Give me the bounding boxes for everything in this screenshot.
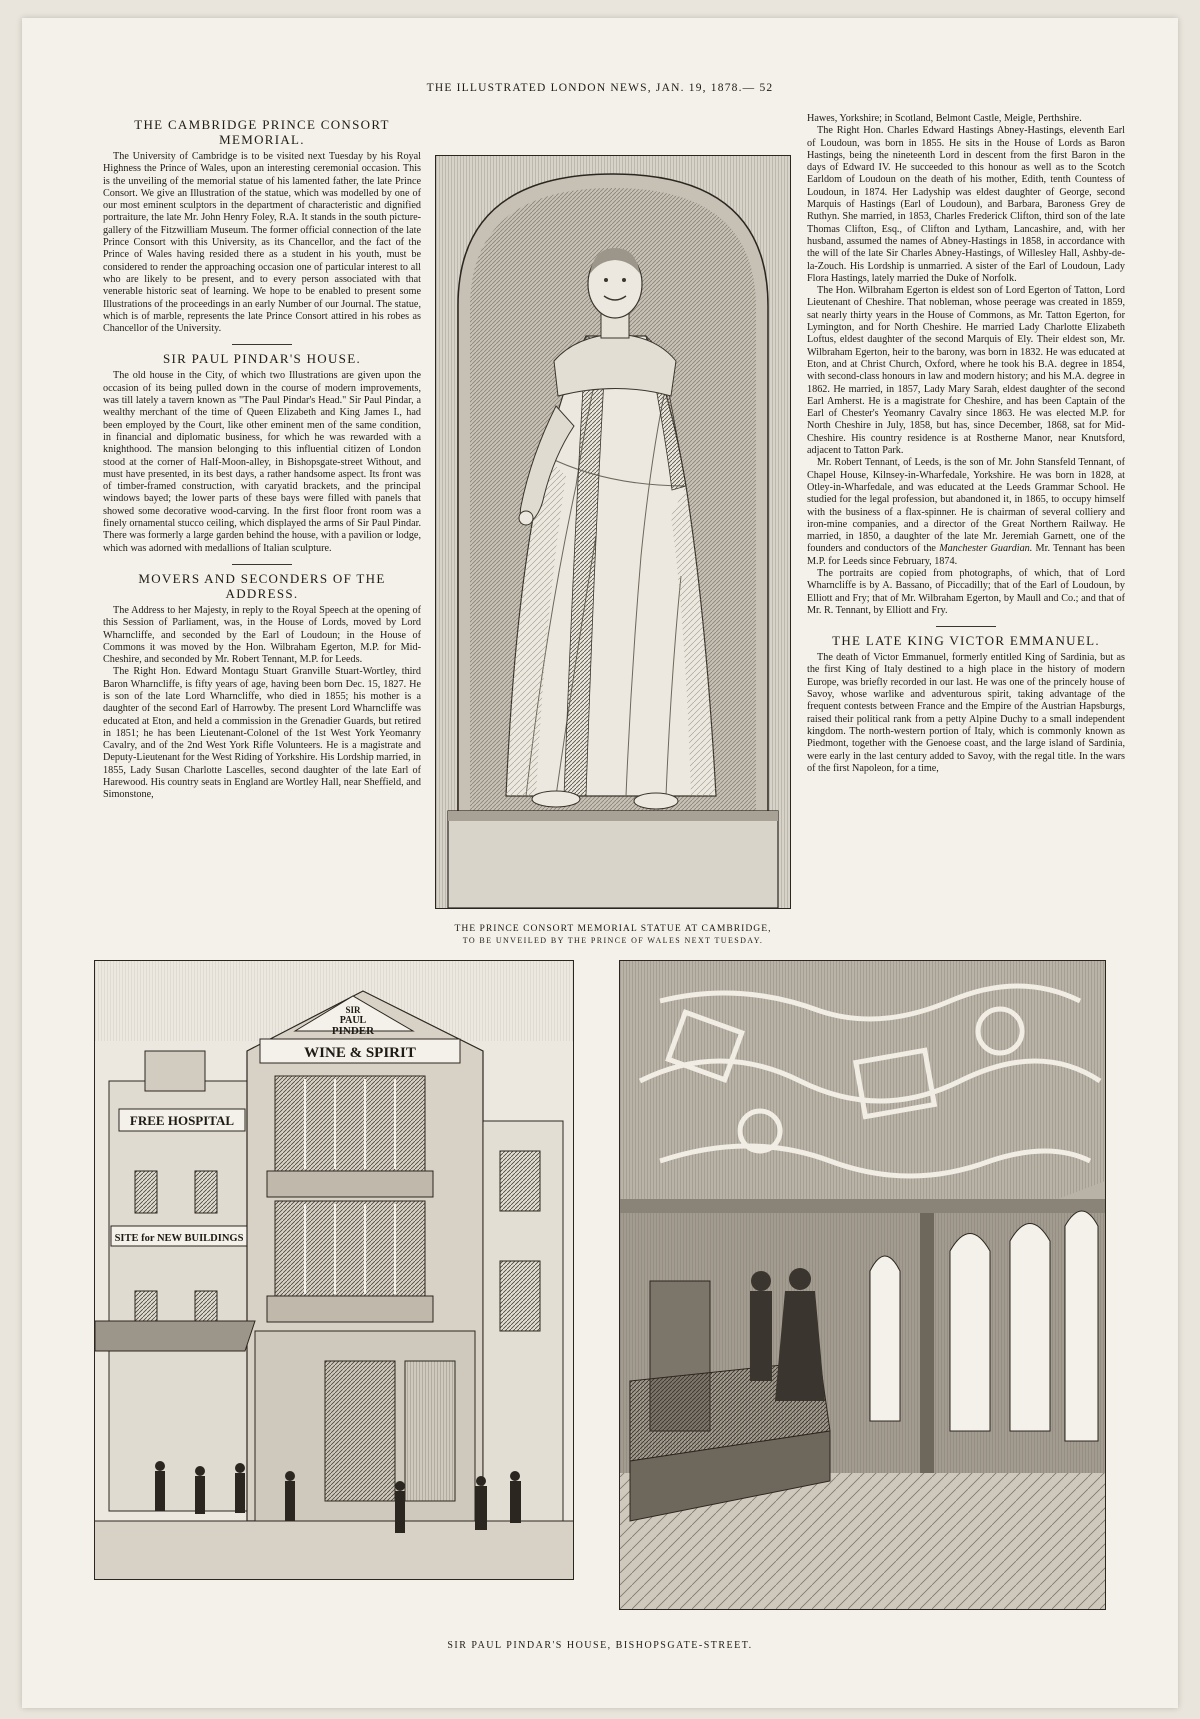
victor-emmanuel-heading: THE LATE KING VICTOR EMMANUEL.	[832, 633, 1100, 649]
tennant-body	[807, 457, 1125, 568]
wine-spirit-sign: WINE & SPIRIT	[304, 1045, 416, 1061]
manchester-guardian-title: Manchester Guardian.	[939, 543, 1033, 555]
continued-text: Hawes, Yorkshire; in Scotland, Belmont Castle, Meigle, Perthshire.	[807, 113, 1082, 124]
pinder-sign: PINDER	[331, 1025, 375, 1037]
egerton-body: The Hon. Wilbraham Egerton is eldest son of Lord Egerton of Tatton, Lord Lieutenant of Cheshire. That nobleman, whose peerage was created in 1859, sat nearly thirty years in the House of Commons, as Mr. Tatton Egerton, for Lymington, and for North Cheshire. He married Lady Charlotte Elizabeth Loftus, eldest daughter of the second Marquis of Ely. Their eldest son, Mr. Wilbraham Egerton, heir to the barony, was born in 1832. He was educated at Eton, and at Christ Church, Oxford, where he took his B.A. degree in 1854, with second-class honours in law and modern history; and his M.A. degree in 1862. He married, in 1857, Lady Mary Sarah, eldest daughter of the second Earl Amherst. He is a magistrate for Cheshire, and has been Captain of the Earl of Chester's Yeomanry Cavalry since 1863. He was elected M.P. for North Cheshire in July, 1858, but has, since December, 1868, sat for Mid-Cheshire. His country residence is at Rostherne Manor, near Knutsford, adjacent to Tatton Park.	[807, 285, 1125, 457]
movers-seconders-heading: MOVERS AND SECONDERS OF THE ADDRESS.	[138, 570, 386, 601]
pindar-house-exterior-engraving	[94, 960, 574, 1580]
left-column	[103, 113, 421, 802]
movers-seconders-body: The Address to her Majesty, in reply to the Royal Speech at the opening of this Session of Parliament, was, in the House of Lords, moved by Lord Wharncliffe, and seconded by the Earl of Loudoun; in the House of Commons it was moved by the Hon. Wilbraham Egerton, M.P. for Mid-Cheshire, and seconded by Mr. Robert Tennant, M.P. for Leeds.	[103, 604, 421, 666]
running-head: THE ILLUSTRATED LONDON NEWS, JAN. 19, 1878.— 52	[426, 82, 774, 94]
wharncliffe-body: The Right Hon. Edward Montagu Stuart Granville Stuart-Wortley, third Baron Wharncliffe, is fifty years of age, having been born Dec. 15, 1827. He is son of the late Lord Wharncliffe, who died in 1855; his mother is a daughter of the second Earl of Harrowby. The present Lord Wharncliffe was educated at Eton, and held a commission in the Grenadier Guards, but retired in 1851; he has been Lieutenant-Colonel of the 1st West York Yeomanry Cavalry, and of the 2nd West York Rifle Volunteers. He is a magistrate and Deputy-Lieutenant for the West Riding of Yorkshire. His Lordship married, in 1855, Lady Susan Charlotte Lascelles, second daughter of the late Earl of Harewood. His country seats in England are Wortley Hall, near Sheffield, and Simonstone,	[103, 666, 421, 801]
new-buildings-sign: SITE for NEW BUILDINGS	[114, 1233, 244, 1244]
paul-sign: PAUL	[339, 1015, 367, 1026]
statue-engraving	[435, 155, 791, 909]
section-rule	[936, 626, 996, 627]
bottom-caption: SIR PAUL PINDAR'S HOUSE, BISHOPSGATE-STREET.	[447, 1640, 753, 1651]
statue-caption-line2: TO BE UNVEILED BY THE PRINCE OF WALES NEXT TUESDAY.	[462, 936, 764, 945]
free-hospital-sign: FREE HOSPITAL	[129, 1113, 235, 1128]
pindar-house-interior-engraving	[619, 960, 1106, 1610]
cambridge-memorial-heading: THE CAMBRIDGE PRINCE CONSORT MEMORIAL.	[134, 117, 390, 147]
statue-caption	[435, 923, 791, 947]
statue-illustration	[436, 156, 790, 908]
tennant-body-end: Mr. Tennant has been M.P. for Leeds since February, 1874.	[807, 543, 1125, 567]
sir-sign: SIR	[345, 1005, 361, 1015]
house-interior-illustration	[620, 961, 1105, 1609]
statue-caption-line1: THE PRINCE CONSORT MEMORIAL STATUE AT CAMBRIDGE,	[454, 923, 772, 934]
loudoun-body: The Right Hon. Charles Edward Hastings Abney-Hastings, eleventh Earl of Loudoun, was born in 1855. He sits in the House of Lords as Baron Hastings, being the nineteenth Lord in descent from the first Baron in the days of Edward IV. He succeeded to this honour as well as to the Scotch Earldom of Loudoun on the death of his mother, Edith, tenth Countess of Loudoun, in 1874. Her Ladyship was eldest daughter of George, second Marquis of Hastings (Earl of Loudoun), and Barbara, Baroness Grey de Ruthyn. She married, in 1853, Charles Frederick Clifton, third son of the late Thomas Clifton, Esq., of Clifton and Lytham, Lancashire, and, with her husband, assumed the names of Abney-Hastings in 1858, in accordance with the will of the late Sir Charles Abney-Hastings, of Willesley Hall, Ashby-de-la-Zouch. His Lordship is unmarried. A sister of the Earl of Loudoun, Lady Flora Hastings, lately married the Duke of Norfolk.	[807, 125, 1125, 284]
right-column	[807, 113, 1125, 775]
section-rule	[232, 344, 292, 345]
portraits-body: The portraits are copied from photographs, of which, that of Lord Wharncliffe is by A. Bassano, of Piccadilly; that of the Earl of Loudoun, by Elliott and Fry; that of Mr. Wilbraham Egerton, by Maull and Co.; and that of Mr. R. Tennant, by Elliott and Fry.	[807, 567, 1125, 616]
pindar-house-heading: SIR PAUL PINDAR'S HOUSE.	[162, 351, 361, 367]
house-exterior-illustration	[95, 961, 573, 1579]
pindar-house-body: The old house in the City, of which two Illustrations are given upon the occasion of its being pulled down in the course of modern improvements, was till lately a tavern known as "The Paul Pindar's Head." Sir Paul Pindar, a wealthy merchant of the time of Queen Elizabeth and King James I., had been employed by the Court, like other eminent men of the same condition, in financial and diplomatic business, for which he was rewarded with a knighthood. The mansion belonging to this influential citizen of London stood at the corner of Half-Moon-alley, in Bishopsgate-street Without, and must have presented, in its best days, a rather handsome aspect. Its front was of timber-framed construction, with caryatid brackets, and the principal windows bayed; the lower parts of these bays were filled with panels that showed some decorative wood-carving. In the first floor front room was a finely ornamental stucco ceiling, which displayed the arms of Sir Paul Pindar. There was formerly a large garden behind the house, with a pavilion or lodge, which was adorned with medallions of Italian sculpture.	[103, 370, 421, 554]
victor-emmanuel-body: The death of Victor Emmanuel, formerly entitled King of Sardinia, but as the first King of Italy destined to a high place in the history of modern Europe, was briefly recorded in our last. He was one of the princely house of Savoy, whose warlike and adventurous spirit, taking advantage of the frequent contests between France and the Empire of the Austrian Hapsburgs, raised their political rank from a petty Alpine Duchy to a small independent kingdom. The north-western portion of Italy, which is commonly known as Piedmont, together with the Genoese coast, and the large island of Sardinia, were early in the last century added to Savoy, with the regal title. In the wars of the first Napoleon, for a time,	[807, 652, 1125, 774]
newspaper-page	[22, 18, 1178, 1708]
cambridge-memorial-body: The University of Cambridge is to be visited next Tuesday by his Royal Highness the Prince of Wales, upon an interesting ceremonial occasion. This is the unveiling of the memorial statue of his lamented father, the late Prince Consort. We give an Illustration of the statue, which was modelled by one of our most eminent sculptors in the department of characteristic and dignified portraiture, the late Mr. John Henry Foley, R.A. It stands in the south picture-gallery of the Fitzwilliam Museum. The former official connection of the late Prince Consort with this University, as its Chancellor, and the fact of the Prince of Wales having resided there as a student in his youth, must be considered to render the approaching occasion one of particular interest to all who are likely to be present, and to every person associated with that venerable historic seat of learning. We hope to be enabled to present some Illustrations of the proceedings in an early Number of our Journal. The statue, which is of marble, represents the late Prince Consort attired in his robes as Chancellor of the University.	[103, 151, 421, 335]
section-rule	[232, 564, 292, 565]
tennant-body-start: Mr. Robert Tennant, of Leeds, is the son of Mr. John Stansfeld Tennant, of Chapel House, Kilnsey-in-Wharfedale, Yorkshire. He was born in 1828, at Otley-in-Wharfedale, and was educated at the Leeds Grammar School. He studied for the legal profession, but abandoned it, in 1865, to occupy himself with the business of a flax-spinner. He is chairman of several colliery and iron-mine companies, and a director of the Great Northern Railway. He married, in 1850, a daughter of the late Mr. Jeremiah Garnett, one of the founders and conductors of the	[807, 457, 1125, 555]
